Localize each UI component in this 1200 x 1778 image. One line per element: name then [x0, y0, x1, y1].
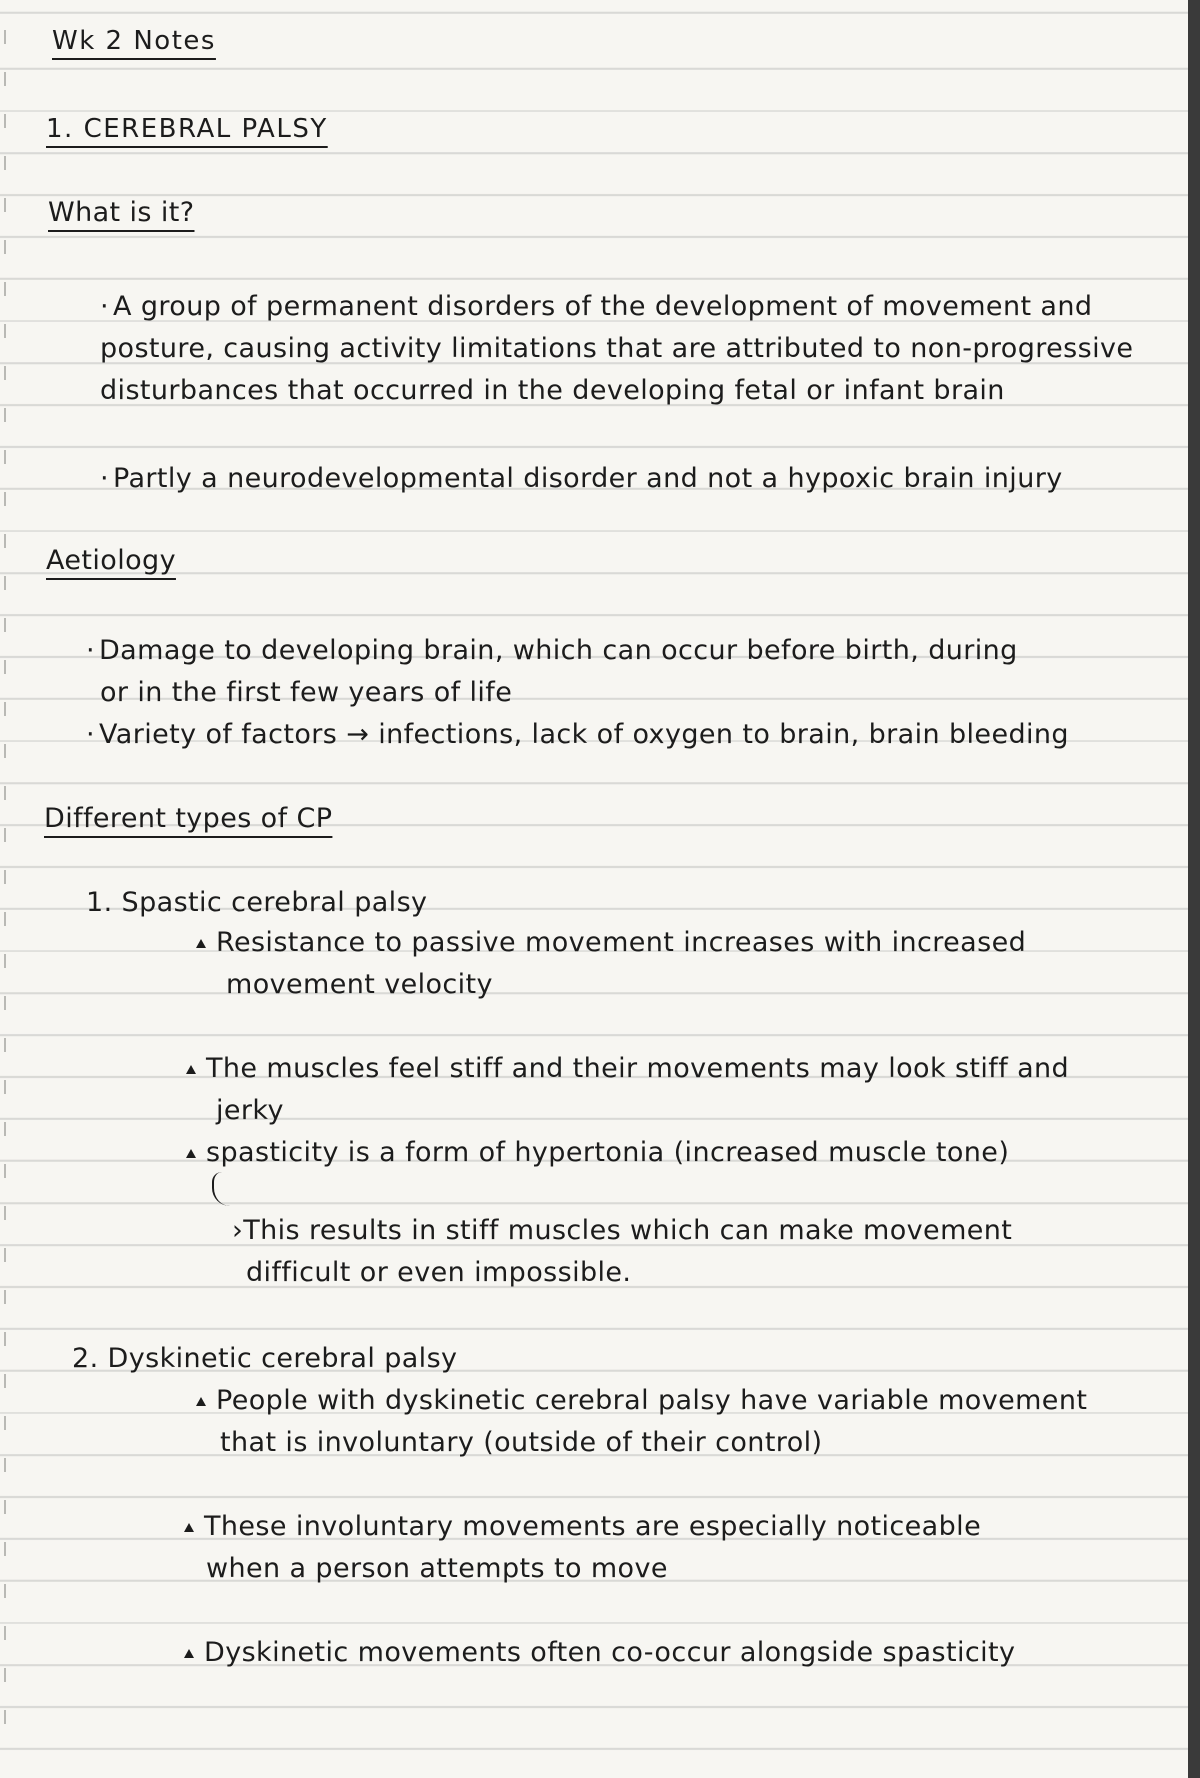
bullet-dot	[86, 719, 99, 750]
dyskinetic-point-2	[184, 1506, 981, 1548]
dyskinetic-point-3-text: Dyskinetic movements often co-occur alongside spasticity	[204, 1637, 1016, 1668]
neurodevelopmental-bullet	[100, 458, 1063, 500]
page-title: Wk 2 Notes	[52, 26, 216, 56]
spastic-point-1-line2: movement velocity	[226, 969, 493, 1000]
aetiology-bullet-2-text: Variety of factors → infections, lack of oxygen to brain, brain bleeding	[98, 719, 1069, 750]
aetiology-bullet-1	[86, 630, 1018, 672]
spastic-title: 1. Spastic cerebral palsy	[86, 887, 428, 918]
bullet-dot	[100, 291, 113, 322]
dyskinetic-point-3	[184, 1632, 1015, 1674]
spastic-point-2	[186, 1048, 1069, 1090]
spastic-point-2-line1: The muscles feel stiff and their movements may look stiff and	[206, 1053, 1070, 1084]
triangle-bullet-icon	[196, 1397, 206, 1406]
definition-text: A group of permanent disorders of the development of movement and posture, causing activity limitations that are attributed to non-progressive disturbances that occurred in the developing fetal or infant brain	[100, 291, 1134, 406]
spastic-point-1	[196, 922, 1026, 964]
spastic-point-3	[186, 1132, 1009, 1174]
definition-bullet	[100, 286, 1180, 412]
triangle-bullet-icon	[184, 1523, 194, 1532]
spastic-subpoint-line1: This results in stiff muscles which can make movement	[243, 1215, 1013, 1246]
spastic-subpoint-line2: difficult or even impossible.	[246, 1257, 632, 1288]
dyskinetic-point-2-line1: These involuntary movements are especially noticeable	[204, 1511, 982, 1542]
aetiology-bullet-1-line2: or in the first few years of life	[100, 677, 513, 708]
aetiology-heading: Aetiology	[46, 545, 176, 576]
triangle-bullet-icon	[196, 939, 206, 948]
spastic-point-2-line2: jerky	[216, 1095, 284, 1126]
triangle-bullet-icon	[186, 1065, 196, 1074]
dyskinetic-point-2-line2: when a person attempts to move	[206, 1553, 668, 1584]
aetiology-bullet-2	[86, 714, 1069, 756]
what-is-it-heading: What is it?	[48, 197, 195, 228]
spastic-subpoint	[232, 1210, 1012, 1252]
spastic-point-3-text: spasticity is a form of hypertonia (increased muscle tone)	[206, 1137, 1010, 1168]
types-heading: Different types of CP	[44, 803, 333, 834]
dyskinetic-title: 2. Dyskinetic cerebral palsy	[72, 1343, 458, 1374]
triangle-bullet-icon	[186, 1149, 196, 1158]
aetiology-bullet-1-line1: Damage to developing brain, which can occur before birth, during	[98, 635, 1018, 666]
section-heading: 1. CEREBRAL PALSY	[46, 114, 328, 144]
arrow-icon: ›	[232, 1215, 244, 1246]
dyskinetic-point-1-line2: that is involuntary (outside of their control)	[220, 1427, 823, 1458]
curved-arrow-icon	[212, 1172, 232, 1206]
dyskinetic-point-1-line1: People with dyskinetic cerebral palsy have variable movement	[216, 1385, 1088, 1416]
triangle-bullet-icon	[184, 1649, 194, 1658]
margin-ticks	[4, 30, 6, 1750]
neurodevelopmental-text: Partly a neurodevelopmental disorder and not a hypoxic brain injury	[112, 463, 1063, 494]
dyskinetic-point-1	[196, 1380, 1087, 1422]
bullet-dot	[100, 463, 113, 494]
bullet-dot	[86, 635, 99, 666]
spastic-point-1-line1: Resistance to passive movement increases with increased	[216, 927, 1027, 958]
